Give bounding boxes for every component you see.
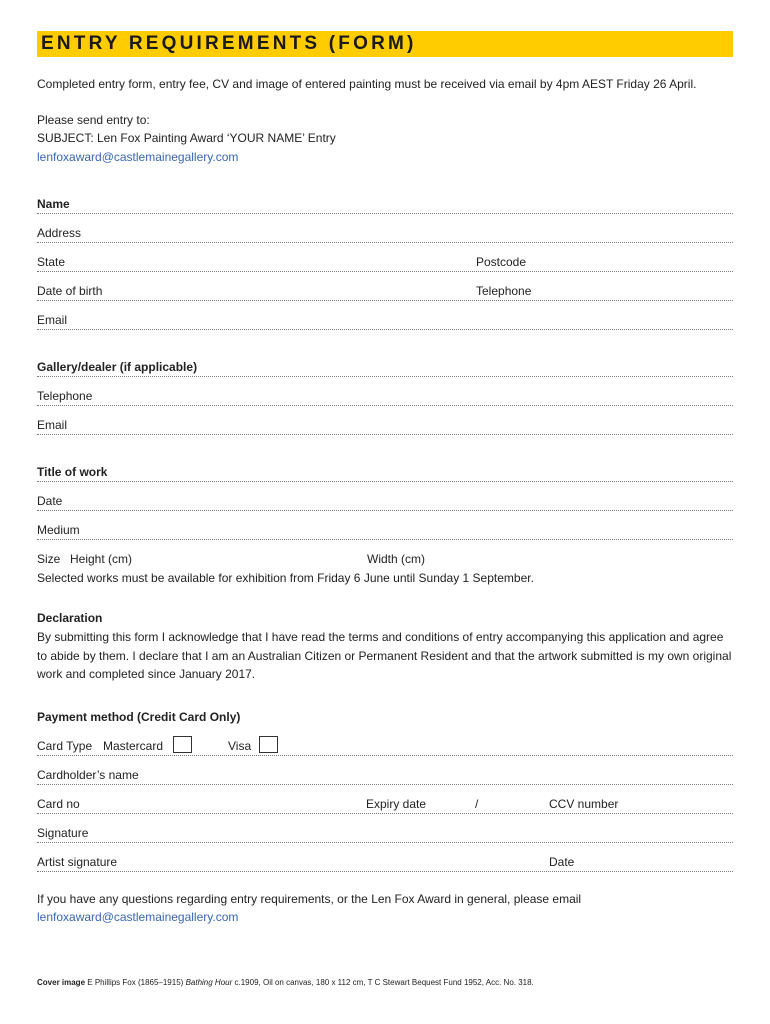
card-details-row[interactable] bbox=[37, 797, 733, 814]
telephone-label: Telephone bbox=[476, 284, 532, 298]
visa-checkbox[interactable] bbox=[259, 736, 278, 753]
work-date-label: Date bbox=[37, 494, 63, 508]
email-subject-line: SUBJECT: Len Fox Painting Award ‘YOUR NAME’ Entry bbox=[37, 131, 336, 145]
intro-text: Completed entry form, entry fee, CV and image of entered painting must be received via email by 4pm AEST Friday 26 April. bbox=[37, 77, 697, 91]
gallery-email-field[interactable] bbox=[37, 418, 733, 435]
dob-label: Date of birth bbox=[37, 284, 103, 298]
title-bar bbox=[37, 31, 733, 57]
gallery-dealer-field[interactable] bbox=[37, 360, 733, 377]
ccv-label: CCV number bbox=[549, 797, 619, 811]
mastercard-checkbox[interactable] bbox=[173, 736, 192, 753]
address-label: Address bbox=[37, 226, 82, 240]
email-field[interactable] bbox=[37, 313, 733, 330]
signature-field[interactable] bbox=[37, 826, 733, 843]
email-label: Email bbox=[37, 313, 68, 327]
title-of-work-label: Title of work bbox=[37, 465, 108, 479]
gallery-email-label: Email bbox=[37, 418, 68, 432]
name-label: Name bbox=[37, 197, 70, 211]
width-label: Width (cm) bbox=[367, 552, 425, 566]
address-field[interactable] bbox=[37, 226, 733, 243]
artist-signature-row[interactable] bbox=[37, 855, 733, 872]
cardholder-field[interactable] bbox=[37, 768, 733, 785]
height-label: Height (cm) bbox=[70, 552, 133, 566]
questions-email-link[interactable]: lenfoxaward@castlemainegallery.com bbox=[37, 910, 239, 924]
signature-label: Signature bbox=[37, 826, 89, 840]
questions-text: If you have any questions regarding entry requirements, or the Len Fox Award in general, please email bbox=[37, 892, 582, 906]
declaration-heading: Declaration bbox=[37, 611, 103, 625]
send-entry-label: Please send entry to: bbox=[37, 113, 150, 127]
postcode-label: Postcode bbox=[476, 255, 527, 269]
gallery-dealer-label: Gallery/dealer (if applicable) bbox=[37, 360, 198, 374]
mastercard-label: Mastercard bbox=[103, 739, 164, 753]
state-postcode-row[interactable] bbox=[37, 255, 733, 272]
signature-date-label: Date bbox=[549, 855, 575, 869]
medium-field[interactable] bbox=[37, 523, 733, 540]
card-type-row bbox=[37, 739, 733, 756]
artist-signature-label: Artist signature bbox=[37, 855, 118, 869]
dob-telephone-row[interactable] bbox=[37, 284, 733, 301]
name-field[interactable] bbox=[37, 197, 733, 214]
size-row[interactable] bbox=[37, 552, 733, 568]
cover-image-label: Cover image bbox=[37, 978, 86, 987]
cover-artist: E Phillips Fox (1865–1915) bbox=[87, 978, 184, 987]
expiry-slash: / bbox=[475, 797, 479, 811]
page-title: ENTRY REQUIREMENTS (FORM) bbox=[41, 33, 417, 54]
gallery-telephone-label: Telephone bbox=[37, 389, 93, 403]
declaration-text: By submitting this form I acknowledge that I have read the terms and conditions of entry accompanying this application and agree to abide by them. I declare that I am an Australian Citizen or Permanent Resident and that the artwork submitted is my own original work and completed since January 2017. bbox=[37, 630, 732, 681]
title-of-work-field[interactable] bbox=[37, 465, 733, 482]
payment-heading: Payment method (Credit Card Only) bbox=[37, 710, 241, 724]
medium-label: Medium bbox=[37, 523, 80, 537]
cardholder-label: Cardholder’s name bbox=[37, 768, 139, 782]
work-date-field[interactable] bbox=[37, 494, 733, 511]
cover-image-credit bbox=[37, 978, 534, 987]
expiry-label: Expiry date bbox=[366, 797, 427, 811]
size-label: Size bbox=[37, 552, 61, 566]
entry-email-link[interactable]: lenfoxaward@castlemainegallery.com bbox=[37, 150, 239, 164]
cover-work-title: Bathing Hour bbox=[185, 978, 233, 987]
state-label: State bbox=[37, 255, 66, 269]
card-no-label: Card no bbox=[37, 797, 80, 811]
visa-label: Visa bbox=[228, 739, 252, 753]
cover-details: c.1909, Oil on canvas, 180 x 112 cm, T C Stewart Bequest Fund 1952, Acc. No. 318. bbox=[234, 978, 534, 987]
availability-note: Selected works must be available for exhibition from Friday 6 June until Sunday 1 September. bbox=[37, 571, 534, 585]
gallery-telephone-field[interactable] bbox=[37, 389, 733, 406]
card-type-label: Card Type bbox=[37, 739, 93, 753]
